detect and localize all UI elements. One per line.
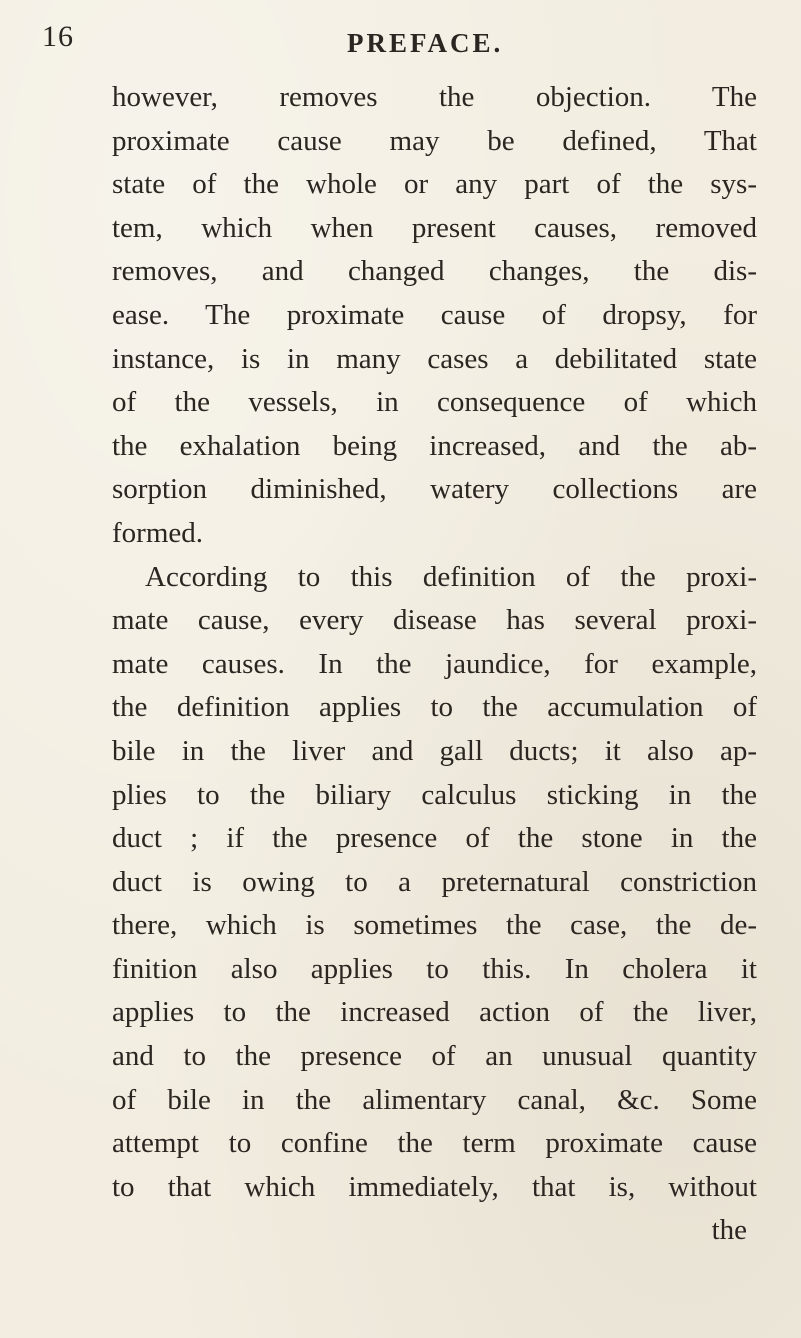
text-line: state of the whole or any part of the sys-: [112, 168, 757, 201]
text-line: finition also applies to this. In cholera it: [112, 952, 757, 985]
text-line: tem, which when present causes, removed: [112, 211, 757, 244]
text-line: there, which is sometimes the case, the de-: [112, 909, 757, 942]
text-line: attempt to confine the term proximate cause: [112, 1127, 757, 1160]
text-line: to that which immediately, that is, without: [112, 1170, 757, 1203]
text-line: mate cause, every disease has several proxi-: [112, 604, 757, 637]
running-head: PREFACE.: [347, 28, 504, 58]
text-line: of bile in the alimentary canal, &c. Some: [112, 1083, 757, 1116]
body-text: [112, 76, 757, 1253]
text-line: sorption diminished, watery collections are: [112, 473, 757, 506]
text-line: the definition applies to the accumulation of: [112, 691, 757, 724]
text-line: the exhalation being increased, and the ab-: [112, 429, 757, 462]
text-line: ease. The proximate cause of dropsy, for: [112, 298, 757, 331]
page-number: 16: [42, 20, 74, 53]
text-line: instance, is in many cases a debilitated state: [112, 342, 757, 375]
text-line: applies to the increased action of the liver,: [112, 996, 757, 1029]
text-line: formed.: [112, 516, 203, 549]
page-header: [42, 20, 762, 70]
text-line: however, removes the objection. The: [112, 81, 757, 113]
text-line: duct is owing to a preternatural constriction: [112, 865, 757, 898]
text-line: proximate cause may be defined, That: [112, 124, 757, 157]
text-line: mate causes. In the jaundice, for example,: [112, 647, 757, 680]
text-line: According to this definition of the proxi-: [145, 560, 757, 593]
catchword: the: [711, 1214, 747, 1247]
text-line: and to the presence of an unusual quantity: [112, 1040, 757, 1073]
text-line: duct ; if the presence of the stone in the: [112, 822, 757, 855]
text-line: removes, and changed changes, the dis-: [112, 255, 757, 288]
text-line: bile in the liver and gall ducts; it also ap-: [112, 734, 757, 767]
text-line: plies to the biliary calculus sticking in the: [112, 778, 757, 811]
text-line: of the vessels, in consequence of which: [112, 386, 757, 419]
